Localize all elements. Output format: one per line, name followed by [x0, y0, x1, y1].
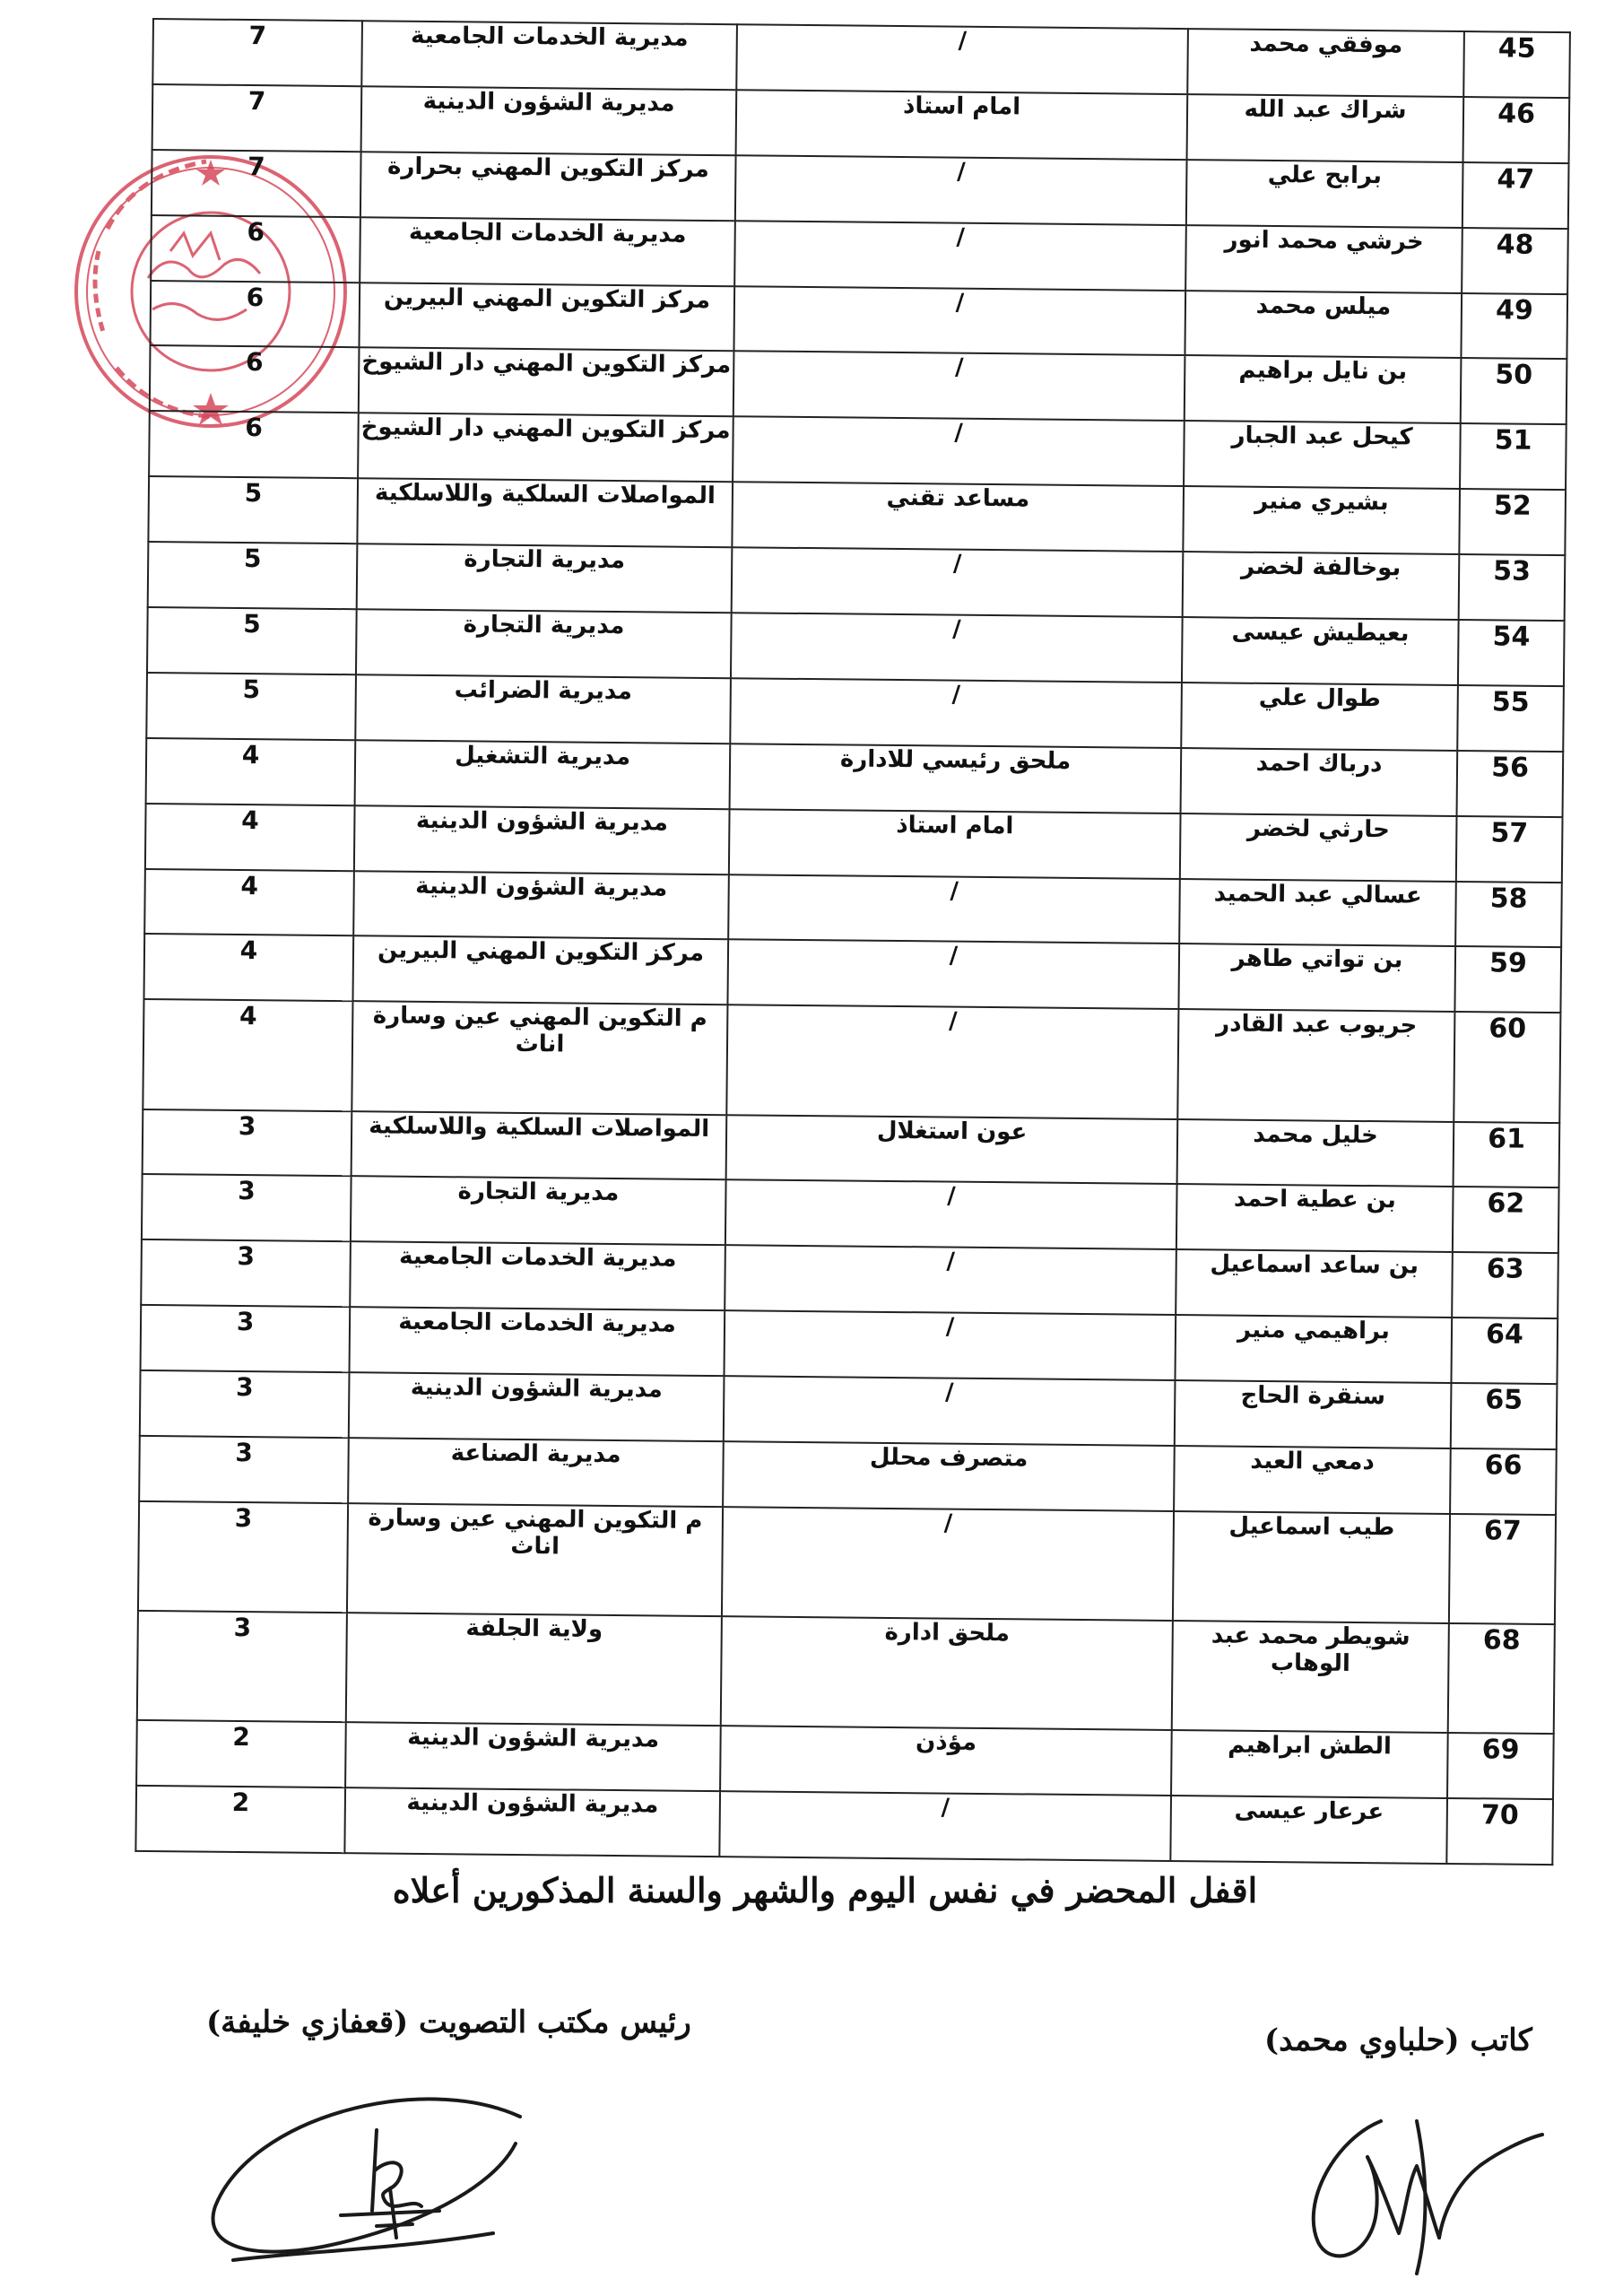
row-number: 53 — [1459, 554, 1566, 621]
organization: مديرية التجارة — [351, 1177, 726, 1246]
job-title: ملحق ادارة — [721, 1616, 1173, 1730]
vote-count: 5 — [148, 476, 358, 544]
candidate-name: برابح علي — [1186, 160, 1463, 228]
row-number: 68 — [1448, 1623, 1555, 1734]
job-title: / — [724, 1376, 1176, 1446]
candidate-name: بن عطية احمد — [1176, 1184, 1454, 1252]
results-table — [135, 18, 1571, 1866]
row-number: 48 — [1462, 228, 1568, 294]
vote-count: 2 — [136, 1720, 346, 1787]
candidate-name: بوخالفة لخضر — [1183, 552, 1460, 620]
vote-count: 4 — [143, 999, 352, 1110]
row-number: 62 — [1453, 1187, 1559, 1253]
job-title: / — [732, 547, 1184, 617]
organization: المواصلات السلكية واللاسلكية — [357, 478, 733, 547]
organization: مديرية الخدمات الجامعية — [350, 1241, 725, 1310]
vote-count: 3 — [141, 1305, 351, 1372]
vote-count: 5 — [148, 542, 358, 609]
organization: مديرية الشؤون الدينية — [361, 86, 737, 155]
vote-count: 5 — [146, 673, 356, 740]
organization: مديرية التجارة — [356, 609, 732, 678]
vote-count: 3 — [140, 1370, 350, 1438]
table-row — [137, 1611, 1555, 1734]
vote-count: 7 — [152, 84, 362, 152]
results-table-container — [135, 18, 1569, 1866]
job-title: / — [733, 352, 1185, 422]
row-number: 54 — [1458, 620, 1565, 686]
vote-count: 3 — [139, 1436, 349, 1503]
organization: مديرية الخدمات الجامعية — [361, 21, 737, 90]
candidate-name: بن تواتي طاهر — [1178, 944, 1455, 1013]
organization: مركز التكوين المهني البيرين — [359, 283, 734, 352]
closing-statement: اقفل المحضر في نفس اليوم والشهر والسنة المذكورين أعلاه — [392, 1870, 1258, 1910]
row-number: 65 — [1451, 1383, 1558, 1449]
secretary-signature-label: كاتب (حلباوي محمد) — [1264, 2022, 1532, 2058]
candidate-name: جريوب عبد القادر — [1177, 1009, 1454, 1121]
row-number: 66 — [1450, 1448, 1557, 1515]
organization: مديرية الشؤون الدينية — [344, 1787, 720, 1857]
job-title: / — [727, 940, 1179, 1010]
job-title: عون استغلال — [726, 1115, 1178, 1185]
vote-count: 6 — [151, 215, 360, 283]
candidate-name: خرشي محمد انور — [1185, 225, 1462, 293]
job-title: / — [735, 155, 1187, 225]
organization: مديرية التجارة — [357, 544, 733, 613]
job-title: / — [719, 1791, 1171, 1861]
job-title: امام استاذ — [729, 809, 1181, 879]
candidate-name: شراك عبد الله — [1187, 94, 1464, 162]
row-number: 50 — [1461, 358, 1567, 424]
row-number: 61 — [1454, 1121, 1560, 1187]
secretary-signature — [1282, 2085, 1551, 2283]
candidate-name: براهيمي منير — [1175, 1315, 1452, 1383]
row-number: 46 — [1463, 97, 1570, 163]
organization: مديرية الشؤون الدينية — [345, 1722, 721, 1791]
row-number: 63 — [1452, 1252, 1558, 1318]
job-title: / — [733, 286, 1185, 356]
vote-count: 3 — [143, 1109, 352, 1176]
vote-count: 2 — [135, 1786, 345, 1853]
job-title: / — [726, 1005, 1178, 1119]
organization: مديرية الشؤون الدينية — [349, 1372, 725, 1441]
row-number: 60 — [1454, 1012, 1560, 1122]
candidate-name: كيحل عبد الجبار — [1184, 421, 1461, 489]
candidate-name: ميلس محمد — [1185, 291, 1462, 359]
row-number: 52 — [1459, 489, 1566, 555]
organization: مركز التكوين المهني البيرين — [352, 936, 728, 1005]
job-title: مؤذن — [720, 1726, 1172, 1796]
job-title: / — [734, 221, 1186, 291]
candidate-name: بعيطيش عيسى — [1182, 617, 1459, 685]
candidate-name: بشيري منير — [1183, 486, 1460, 554]
vote-count: 4 — [144, 869, 354, 936]
vote-count: 3 — [138, 1501, 348, 1613]
organization: مركز التكوين المهني دار الشيوخ — [359, 348, 734, 417]
chair-signature — [197, 2081, 538, 2278]
vote-count: 3 — [137, 1611, 347, 1722]
candidate-name: الطش ابراهيم — [1171, 1730, 1448, 1798]
row-number: 49 — [1461, 293, 1567, 360]
job-title: / — [731, 613, 1183, 683]
organization: مديرية الصناعة — [348, 1438, 724, 1507]
vote-count: 3 — [142, 1174, 352, 1241]
job-title: / — [724, 1310, 1176, 1380]
table-row — [138, 1501, 1556, 1624]
candidate-name: طوال علي — [1181, 683, 1458, 751]
organization: ولاية الجلفة — [346, 1613, 722, 1726]
organization: مديرية التشغيل — [355, 740, 731, 809]
organization: مديرية الخدمات الجامعية — [360, 217, 735, 286]
candidate-name: موفقي محمد — [1187, 29, 1464, 97]
row-number: 51 — [1460, 423, 1567, 490]
row-number: 55 — [1457, 685, 1564, 752]
candidate-name: بن نايل براهيم — [1185, 356, 1462, 424]
candidate-name: شويطر محمد عبد الوهاب — [1172, 1621, 1449, 1733]
job-title: / — [725, 1180, 1177, 1250]
job-title: / — [728, 874, 1180, 944]
row-number: 47 — [1462, 162, 1569, 229]
vote-count: 4 — [145, 804, 355, 871]
row-number: 67 — [1449, 1514, 1556, 1624]
vote-count: 5 — [147, 607, 357, 674]
candidate-name: دمعي العيد — [1174, 1446, 1451, 1514]
row-number: 64 — [1451, 1318, 1558, 1384]
job-title: / — [733, 417, 1185, 487]
row-number: 56 — [1457, 751, 1564, 817]
vote-count: 6 — [150, 345, 360, 413]
chair-signature-label: رئيس مكتب التصويت (قعفازي خليفة) — [206, 2005, 691, 2040]
job-title: / — [722, 1507, 1174, 1621]
organization: مديرية الشؤون الدينية — [353, 871, 729, 940]
job-title: متصرف محلل — [723, 1441, 1175, 1511]
vote-count: 4 — [143, 934, 353, 1001]
vote-count: 7 — [152, 150, 361, 217]
table-row — [135, 1786, 1553, 1865]
row-number: 58 — [1455, 882, 1562, 948]
job-title: / — [736, 24, 1188, 94]
candidate-name: بن ساعد اسماعيل — [1176, 1249, 1453, 1318]
vote-count: 3 — [141, 1239, 351, 1307]
organization: مديرية الخدمات الجامعية — [350, 1307, 725, 1376]
organization: مديرية الضرائب — [355, 674, 731, 744]
vote-count: 4 — [146, 738, 356, 805]
vote-count: 6 — [150, 281, 360, 348]
table-row — [143, 999, 1560, 1122]
row-number: 70 — [1446, 1798, 1553, 1865]
candidate-name: سنقرة الحاج — [1175, 1380, 1452, 1448]
vote-count: 7 — [152, 19, 362, 86]
job-title: ملحق رئيسي للادارة — [730, 744, 1182, 813]
organization: المواصلات السلكية واللاسلكية — [352, 1111, 727, 1180]
job-title: / — [730, 678, 1182, 748]
results-table-body — [135, 19, 1570, 1865]
row-number: 59 — [1454, 946, 1561, 1013]
candidate-name: حارثي لخضر — [1180, 813, 1457, 882]
candidate-name: خليل محمد — [1177, 1119, 1454, 1187]
organization: مديرية الشؤون الدينية — [354, 805, 730, 874]
candidate-name: عسالي عبد الحميد — [1179, 879, 1456, 947]
row-number: 69 — [1447, 1733, 1554, 1799]
organization: م التكوين المهني عين وسارة اناث — [352, 1002, 727, 1115]
candidate-name: عرعار عيسى — [1170, 1796, 1447, 1864]
row-number: 45 — [1463, 31, 1570, 98]
organization: مركز التكوين المهني دار الشيوخ — [358, 413, 733, 483]
organization: مركز التكوين المهني بحرارة — [360, 152, 736, 221]
job-title: / — [725, 1245, 1176, 1315]
organization: م التكوين المهني عين وسارة اناث — [347, 1503, 723, 1616]
job-title: مساعد تقني — [732, 482, 1184, 552]
vote-count: 6 — [149, 411, 359, 478]
candidate-name: درباك احمد — [1181, 748, 1458, 816]
row-number: 57 — [1456, 816, 1563, 883]
job-title: امام استاذ — [736, 90, 1188, 160]
candidate-name: طيب اسماعيل — [1173, 1511, 1450, 1623]
